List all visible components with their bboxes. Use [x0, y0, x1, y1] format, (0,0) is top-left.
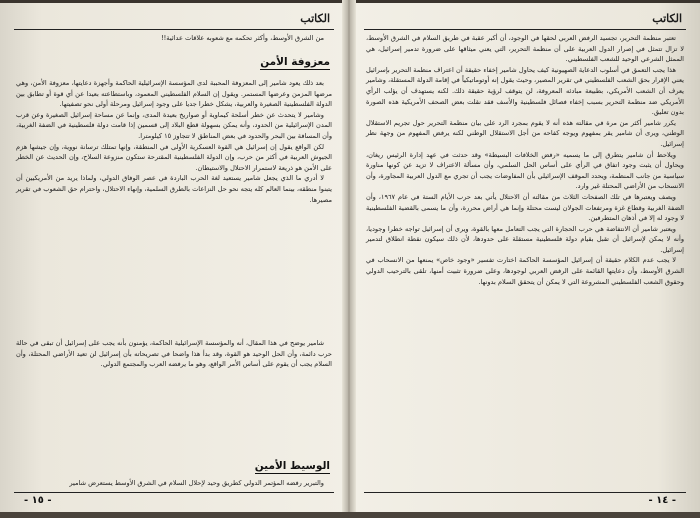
- section-heading-security: معزوفة الأمن: [260, 56, 330, 68]
- section1-body: [16, 78, 332, 205]
- body-paragraph: ويلاحظ أن شامير يتطرق إلى ما يسميه «رفض الخلافات البسيطة» وقد حدثت في عهد إدارة الرئيس ريغان، ويحاول أن يثبت وجود اتفاق في الرأي على أساس الحل السلمي، وأن مسألة الاعتراف لا تزيد عن كونها مناورة سياسية من جانب المنظمة، ويحدد الموقف الإسرائيلي بأن المفاوضات يجب أن تجري مع الدول العربية المجاورة، وأن الانسحاب من الأراضي المحتلة غير وارد.: [366, 150, 684, 191]
- right-page-body: [366, 33, 684, 287]
- right-page: [364, 8, 686, 508]
- body-paragraph: ويصف ويعتبرها في تلك الصفحات الثلاث من مقالته أن الاحتلال يأتي بعد حرب الأيام الستة في عام ١٩٦٧، وأن الضفة الغربية وقطاع غزة ومرتفعات الجولان ليست محتلة وإنما هي أراض محررة، وأن ما يسمى بالقضية الفلسطينية لا وجود له إلا في أذهان المتطرفين.: [366, 192, 684, 223]
- book-gutter: [342, 0, 356, 518]
- body-paragraph: شامير يوضح في هذا المقال، أنه والمؤسسة الإسرائيلية الحاكمة، يؤمنون بأنه يجب على إسرائيل أن تبقى في حالة حرب دائمة، وأن الحل الوحيد هو القوة، وقد بدأ هذا واضحا في تصريحاته بأن إسرائيل لن تعيد الأراضي المحتلة، وأن السلام يجب أن يقوم على أساس الأمر الواقع، وهو ما يرفضه العرب والمجتمع الدولي.: [16, 339, 332, 369]
- footer-rule: [14, 492, 334, 493]
- section1-closing: [16, 338, 332, 370]
- section2-body: [16, 478, 332, 489]
- running-head: الكاتب: [300, 12, 330, 25]
- body-paragraph: هذا يجب التعمق في أسلوب الدعاية الصهيونية كيف يحاول شامير إخفاء حقيقة أن اعتراف منظمة التحرير بإسرائيل يعني الإقرار بحق الشعب الفلسطيني في تقرير المصير، وحيث يقول إنه أوتوماتيكياً في إقامة الدولة المستقلة، وشامير يعرف أن الشعب الأمريكي، بطبيعة مبادئه المعروفة، لن يتوقف لرؤية حقيقة ذلك. لكنه يستهدف أن يؤلب الرأي الأمريكي ضد منظمة التحرير بسبب إخفاء فصائل فلسطينية والأسف فقد نقلت بعض الصحف الأمريكية هذه الصورة بدون تعليق.: [366, 65, 684, 117]
- intro-line: [16, 33, 332, 44]
- header-rule: [364, 29, 686, 30]
- spread-bottom-edge: [0, 512, 700, 518]
- intro-paragraph: من الشرق الأوسط، وأكثر تحكمه مع شعوبه علاقات عدائية!!: [161, 34, 324, 42]
- section-heading-honest-broker: الوسيط الأمين: [254, 460, 330, 472]
- body-paragraph: بعد ذلك يعود شامير إلى المعزوفة المحببة لدى المؤسسة الإسرائيلية الحاكمة وأجهزة دعايتها، معزوفة الأمن، وهي مرضها المزمن وعرضها المستمر. ويقول إن السلام الفلسطيني المعمود، وباستطاعته بعيدا عن أي قوة أو تطابق بين الدولة الفلسطينية الصغيرة والعربية، يشكل خطرا جديا على وجود إسرائيل ومرحلة أولى نحو تصفيتها.: [16, 79, 332, 109]
- body-paragraph: تعتبر منظمة التحرير، تجسيد الرفض العربي لحقها في الوجود، أن أكبر عقبة في طريق السلام في الشرق الأوسط، لا تزال تتمثل في إصرار الدول العربية على أن منظمة التحرير، التي يعني ميثاقها على ضرورة تدمير إسرائيل، هي الممثل الشرعي الوحيد للشعب الفلسطيني.: [366, 34, 684, 64]
- page-number: - ١٤ -: [648, 495, 676, 506]
- body-paragraph: لكن الواقع يقول إن إسرائيل هي القوة العسكرية الأولى في المنطقة، وإنها تمتلك ترسانة نووية، وإن جيشها هزم الجيوش العربية في أكثر من حرب، وإن الدولة الفلسطينية المقترحة ستكون منزوعة السلاح، وإن الحديث عن الخطر على الأمن هو ذريعة لاستمرار الاحتلال والاستيطان.: [16, 142, 332, 172]
- left-page: [14, 8, 334, 508]
- body-paragraph: لا يجب عدم الكلام حقيقة أن إسرائيل المؤسسة الحاكمة اختارت تفسير «وجود خاص» يمنعها من الانسحاب في الشرق الأوسط، وأن دعايتها القائمة على الرفض العربي لوجودها، وعلى ضرورة تثبيت أمنها، تلقى بالترحيب الدولي وحقوق الشعب الفلسطيني المشروعة التي لا يمكن أن يتحقق السلام بدونها.: [366, 256, 684, 286]
- body-paragraph: والتبرير رفضه المؤتمر الدولي كطريق وحيد لإحلال السلام في الشرق الأوسط يستعرض شامير: [69, 479, 324, 487]
- body-paragraph: ويعتبر شامير أن الانتفاضة هي حرب الحجارة التي يجب التعامل معها بالقوة، ويرى أن إسرائيل تواجه خطرا وجوديا، وأنه لا يمكن لإسرائيل أن تقبل بقيام دولة فلسطينية مستقلة على حدودها، لأن ذلك سيكون نقطة انطلاق لتدمير إسرائيل.: [366, 224, 684, 254]
- header-rule: [14, 29, 334, 30]
- body-paragraph: لا أدري ما الذي يجعل شامير يستعيد لغة الحرب الباردة في عصر الوفاق الدولي، ولماذا يريد من الأمريكيين أن يتبنوا منطقه، بينما العالم كله يتجه نحو حل النزاعات بالطرق السلمية، وإنهاء الاحتلال، واحترام حق الشعوب في تقرير مصيرها.: [16, 174, 332, 204]
- body-paragraph: وشامير لا يتحدث عن خطر أسلحة كيماوية أو صواريخ بعيدة المدى، وإنما عن مساحة إسرائيل الصغيرة وعن قرب المدن الإسرائيلية من الحدود، وأنه يمكن بسهولة قطع البلاد إلى قسمين إذا قامت دولة فلسطينية في الضفة الغربية، وأن المسافة بين البحر والحدود في بعض المناطق لا تتجاوز ١٥ كيلومترا.: [16, 110, 332, 140]
- footer-rule: [364, 492, 686, 493]
- page-number: - ١٥ -: [24, 495, 52, 506]
- body-paragraph: يكرر شامير أكثر من مرة في مقالته هذه أنه لا يقوم بمجرد الرد على بيان منظمة التحرير حول تجريم الاستقلال الوطني، ويرى أن شامير يقر بمفهوم ويوجه كفاحه من أجل الاستقلال الوطني لكنه يرفض المفهوم من وجهة نظر إسرائيل.: [366, 118, 684, 148]
- running-head: الكاتب: [652, 12, 682, 25]
